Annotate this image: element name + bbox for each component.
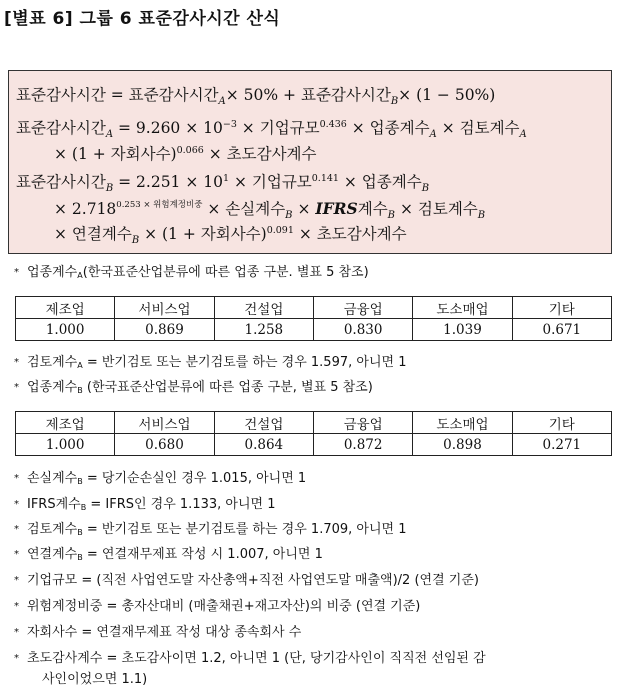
note-review-coefficient-a: * 검토계수$_A$ = 반기검토 또는 분기검토를 하는 경우 1.597, 아니면 1 [14,355,407,370]
table-cell: 0.869 [115,319,214,341]
formula-line-5: × $2.718^{0.253 \times 위험계정비중}$ × 손실계수$_B$ × IFRS계수$_B$ × 검토계수$_B$ [54,199,486,221]
table-header-cell: 제조업 [16,297,115,319]
note-subsidiary-count: * 자회사수 = 연결재무제표 작성 대상 종속회사 수 [14,625,302,640]
note-initial-audit-continuation: 사인이었으면 1.1) [42,672,148,687]
table-header-cell: 건설업 [214,297,313,319]
formula-box [8,70,612,254]
industry-table-a [15,296,612,341]
table-cell: 0.864 [214,434,313,456]
note-company-size: * 기업규모 = (직전 사업연도말 자산총액+직전 사업연도말 매출액)/2 (연결 기준) [14,573,479,588]
table-row [16,412,612,434]
note-risk-account-ratio: * 위험계정비중 = 총자산대비 (매출채권+재고자산)의 비중 (연결 기준) [14,599,421,614]
note-initial-audit-coefficient: * 초도감사계수 = 초도감사이면 1.2, 아니면 1 (단, 당기감사인이 직직전 선임된 감 [14,651,486,666]
table-cell: 1.000 [16,434,115,456]
table-cell: 1.000 [16,319,115,341]
table-header-cell: 서비스업 [115,412,214,434]
industry-table-b [15,411,612,456]
note-review-coefficient-b: * 검토계수$_B$ = 반기검토 또는 분기검토를 하는 경우 1.709, 아니면 1 [14,522,407,537]
table-header-cell: 제조업 [16,412,115,434]
formula-line-1: 표준감사시간 = 표준감사시간$_A$× 50% + 표준감사시간$_B$× (1 − 50%) [16,86,496,107]
formula-line-4: 표준감사시간$_B = 2.251 \times 10^1$ × 기업규모$^{0.141}$ × 업종계수$_B$ [16,173,430,194]
table-header-cell: 기타 [512,412,611,434]
note-ifrs-coefficient-b: * IFRS계수$_B$ = IFRS인 경우 1.133, 아니면 1 [14,497,276,512]
table-cell: 0.271 [512,434,611,456]
table-cell: 1.039 [413,319,512,341]
table-cell: 0.830 [313,319,412,341]
table-cell: 0.671 [512,319,611,341]
table-cell: 0.872 [313,434,412,456]
note-consolidation-coefficient-b: * 연결계수$_B$ = 연결재무제표 작성 시 1.007, 아니면 1 [14,547,323,562]
note-industry-coefficient-a: * 업종계수$_A$(한국표준산업분류에 따른 업종 구분. 별표 5 참조) [14,265,369,280]
table-row [16,434,612,456]
table-cell: 0.898 [413,434,512,456]
table-cell: 1.258 [214,319,313,341]
table-header-cell: 금융업 [313,412,412,434]
table-cell: 0.680 [115,434,214,456]
table-header-cell: 금융업 [313,297,412,319]
table-row [16,319,612,341]
table-header-cell: 기타 [512,297,611,319]
formula-line-3: × (1 + 자회사수)$^{0.066}$ × 초도감사계수 [54,145,317,163]
note-loss-coefficient-b: * 손실계수$_B$ = 당기순손실인 경우 1.015, 아니면 1 [14,471,307,486]
formula-line-2: 표준감사시간$_A = 9.260 \times 10^{-3}$ × 기업규모$^{0.436}$ × 업종계수$_A$ × 검토계수$_A$ [16,119,527,140]
table-row [16,297,612,319]
table-header-cell: 도소매업 [413,412,512,434]
table-header-cell: 건설업 [214,412,313,434]
table-header-cell: 도소매업 [413,297,512,319]
note-industry-coefficient-b: * 업종계수$_B$ (한국표준산업분류에 따른 업종 구분, 별표 5 참조) [14,380,373,395]
page-title: [별표 6] 그룹 6 표준감사시간 산식 [4,9,281,29]
table-header-cell: 서비스업 [115,297,214,319]
formula-line-6: × 연결계수$_B$ × (1 + 자회사수)$^{0.091}$ × 초도감사계수 [54,225,407,246]
